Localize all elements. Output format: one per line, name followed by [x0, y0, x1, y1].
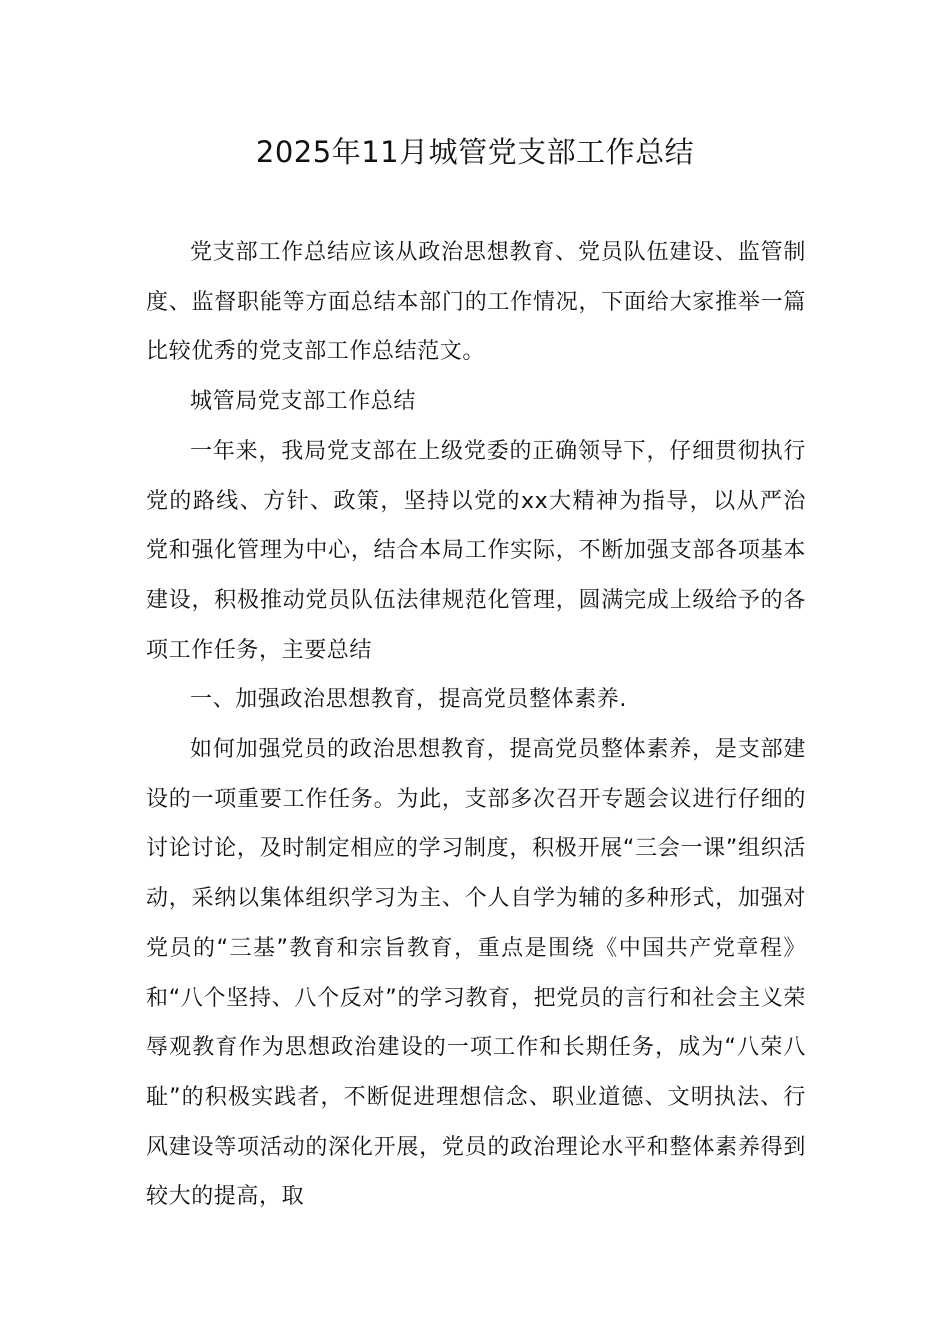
section-heading-1: 一、加强政治思想教育，提高党员整体素养.	[190, 687, 627, 713]
paragraph-overview: 一年来，我局党支部在上级党委的正确领导下，仔细贯彻执行党的路线、方针、政策，坚持以党的xx大精神为指导，以从严治党和强化管理为中心，结合本局工作实际，不断加强支部各项基本建设，积极推动党员队伍法律规范化管理，圆满完成上级给予的各项工作任务，主要总结	[146, 438, 806, 663]
document-body	[146, 228, 806, 1222]
document-title: 2025年11月城管党支部工作总结	[255, 135, 695, 169]
paragraph-section-1: 如何加强党员的政治思想教育，提高党员整体素养，是支部建设的一项重要工作任务。为此，支部多次召开专题会议进行仔细的讨论讨论，及时制定相应的学习制度，积极开展“三会一课”组织活动，采纳以集体组织学习为主、个人自学为辅的多种形式，加强对党员的“三基”教育和宗旨教育，重点是围绕《中国共产党章程》和“八个坚持、八个反对”的学习教育，把党员的言行和社会主义荣辱观教育作为思想政治建设的一项工作和长期任务，成为“八荣八耻”的积极实践者，不断促进理想信念、职业道德、文明执法、行风建设等项活动的深化开展，党员的政治理论水平和整体素养得到较大的提高，取	[146, 737, 806, 1210]
paragraph-subtitle: 城管局党支部工作总结	[190, 389, 417, 415]
paragraph-intro: 党支部工作总结应该从政治思想教育、党员队伍建设、监管制度、监督职能等方面总结本部门的工作情况，下面给大家推举一篇比较优秀的党支部工作总结范文。	[146, 240, 806, 365]
